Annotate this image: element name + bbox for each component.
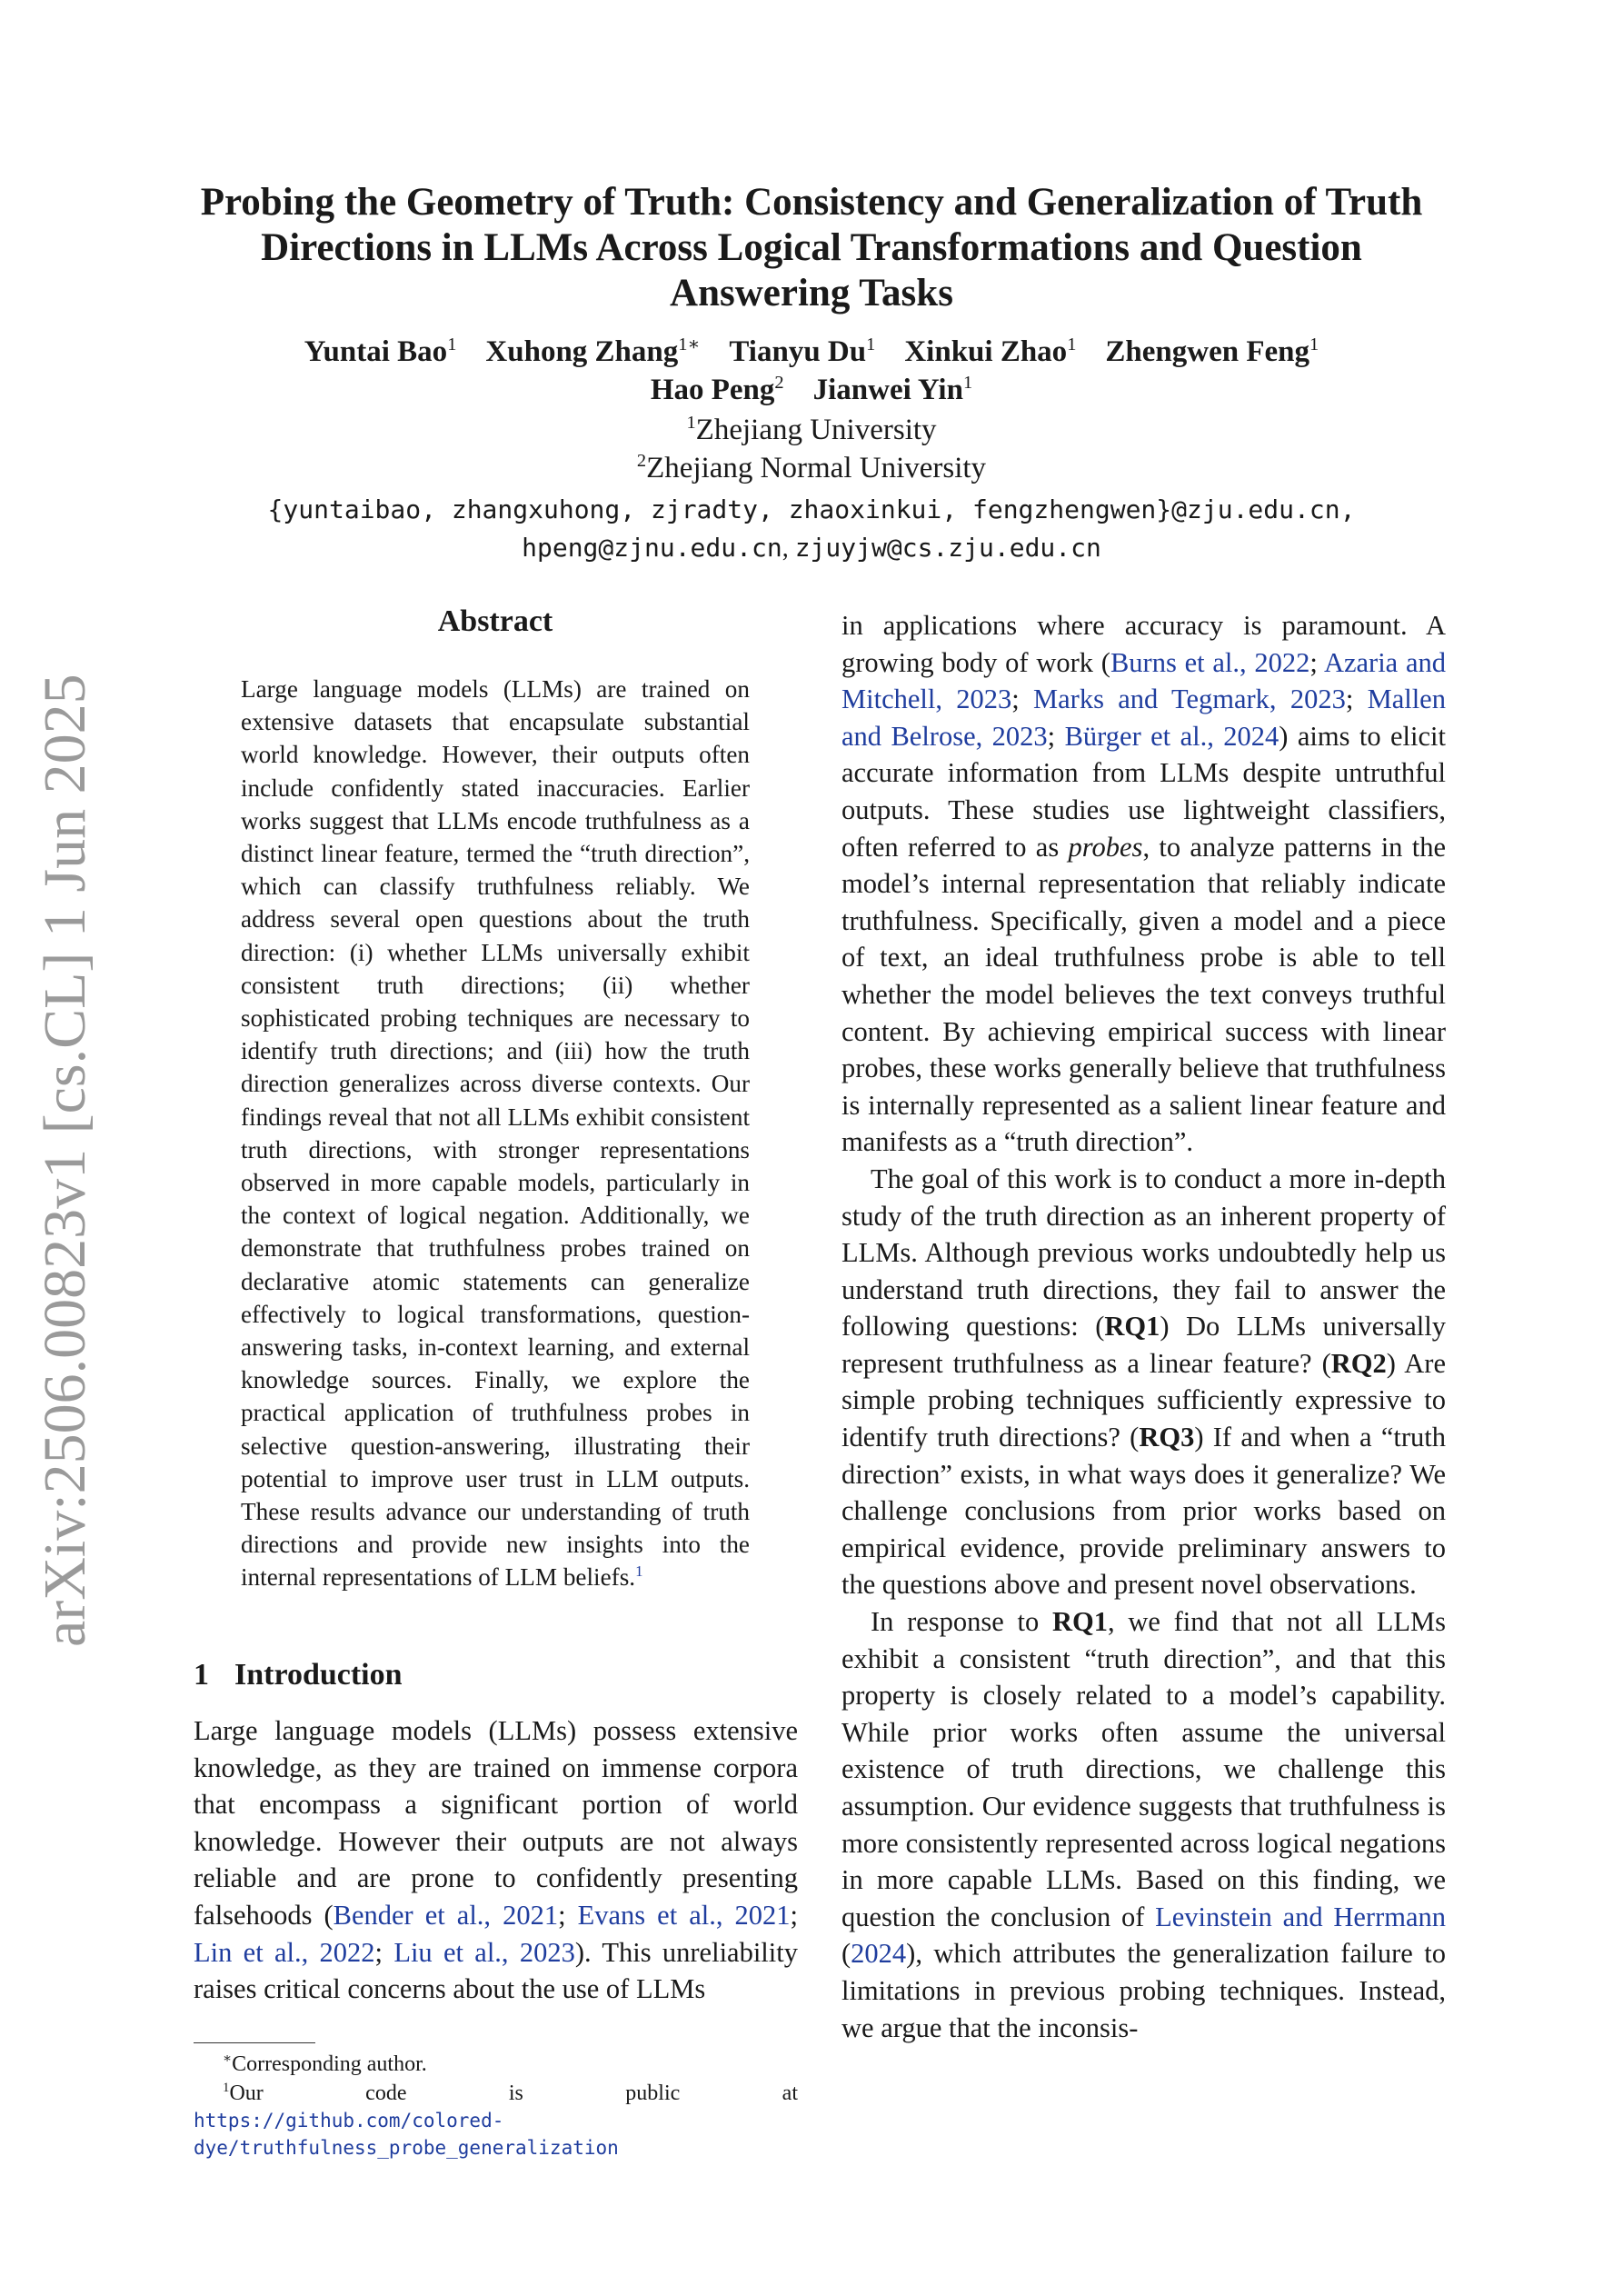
paper-title: Probing the Geometry of Truth: Consistency and Generalization of Truth Directions in LLMs Across Logical Transformations and Question Answering Tasks [200,181,1423,314]
right-column [841,607,1446,2046]
citation-link[interactable]: Liu et al., 2023 [393,1936,575,1968]
citation-link[interactable]: Bender et al., 2021 [333,1899,559,1931]
citation-link[interactable]: Bürger et al., 2024 [1064,720,1279,752]
footnote-corresponding: ∗Corresponding author. [223,2051,427,2076]
author: Hao Peng$^2$ [650,373,784,406]
affiliation: $^1$Zhejiang University [686,413,937,446]
intro-paragraph: Large language models (LLMs) possess extensive knowledge, as they are trained on immense corpora that encompass a significant portion of world knowledge. However their outputs are not always reliable and are prone to confidently presenting falsehoods (Bender et al., 2021; Evans et al., 2021; Lin et al., 2022; Liu et al., 2023). This unreliability raises critical concerns about the use of LLMs [194,1715,798,2005]
section-heading-introduction: 1 Introduction [194,1658,403,1692]
author: Xuhong Zhang$^{1∗}$ [485,334,701,368]
citation-link[interactable]: Levinstein and Herrmann [1155,1901,1446,1932]
citation-link[interactable]: Mallen and Belrose, 2023 [841,684,1446,752]
paragraph: The goal of this work is to conduct a more in-depth study of the truth direction as an inherent property of LLMs. Although previous works undoubtedly help us understand truth directions, they fail to answer the following questions: (RQ1) Do LLMs universally represent truthfulness as a linear feature? (RQ2) Are simple probing techniques sufficiently expressive to identify truth directions? (RQ3) If and when a “truth direction” exists, in what ways does it generalize? We challenge conclusions from prior works based on empirical evidence, provide preliminary answers to the questions above and present novel observations. [841,1163,1447,1601]
author: Tianyu Du$^1$ [729,334,876,368]
affiliations [182,411,1441,487]
citation-link[interactable]: Burns et al., 2022 [1110,646,1310,678]
paragraph: In response to RQ1, we find that not all LLMs exhibit a consistent “truth direction”, and that this property is closely related to a model’s capability. While prior works often assume the universal existence of truth directions, we challenge this assumption. Our evidence suggests that truthfulness is more consistently represented across logical negations in more capable LLMs. Based on this finding, we question the conclusion of Levinstein and Herrmann (2024), which attributes the generalization failure to limitations in previous probing techniques. Instead, we argue that the inconsis- [841,1606,1446,2043]
citation-link[interactable]: 2024 [851,1938,907,1970]
author: Zhengwen Feng$^1$ [1105,334,1319,368]
code-url-link[interactable]: https://github.com/colored-dye/truthfulness_probe_generalization [194,2110,619,2159]
citation-link[interactable]: Evans et al., 2021 [577,1899,791,1931]
author: Jianwei Yin$^1$ [812,373,973,406]
affiliation: $^2$Zhejiang Normal University [636,451,987,484]
abstract-body: Large language models (LLMs) are trained on extensive datasets that encapsulate substantial world knowledge. However, their outputs often include confidently stated inaccuracies. Earlier works suggest that LLMs encode truthfulness as a distinct linear feature, termed the “truth direction”, which can classify truthfulness reliably. We address several open questions about the truth direction: (i) whether LLMs universally exhibit consistent truth directions; (ii) whether sophisticated probing techniques are necessary to identify truth directions; and (iii) how the truth direction generalizes across diverse contexts. Our findings reveal that not all LLMs exhibit consistent truth directions, with stronger representations observed in more capable models, particularly in the context of logical negation. Additionally, we demonstrate that truthfulness probes trained on declarative atomic statements can generalize effectively to logical transformations, question-answering tasks, in-context learning, and external knowledge sources. Finally, we explore the practical application of truthfulness probes in selective question-answering, illustrating their potential to improve user trust in LLM outputs. These results advance our understanding of truth directions and provide new insights into the internal representations of LLM beliefs.$^1$ [241,675,750,1592]
author: Yuntai Bao$^1$ [304,334,457,368]
author: Xinkui Zhao$^1$ [904,334,1077,368]
footnote-code: $^1$Our code is public at https://github.com/colored-dye/truthfulness_probe_generalization [194,2081,798,2159]
author-list [182,333,1441,409]
paragraph: in applications where accuracy is paramount. A growing body of work (Burns et al., 2022; Azaria and Mitchell, 2023; Marks and Tegmark, 2023; Mallen and Belrose, 2023; Bürger et al., 2024) aims to elicit accurate information from LLMs despite untruthful outputs. These studies use lightweight classifiers, often referred to as probes, to analyze patterns in the model’s internal representation that reliably indicate truthfulness. Specifically, given a model and a piece of text, an ideal truthfulness probe is able to tell whether the model believes the text conveys truthful content. By achieving empirical success with linear probes, these works generally believe that truthfulness is internally represented as a salient linear feature and manifests as a “truth direction”. [841,610,1447,1158]
citation-link[interactable]: Azaria and Mitchell, 2023 [841,646,1447,715]
citation-link[interactable]: Marks and Tegmark, 2023 [1033,684,1346,715]
footnote-divider [194,2042,315,2043]
arxiv-stamp: arXiv:2506.00823v1 [cs.CL] 1 Jun 2025 [32,674,98,1647]
abstract-heading: Abstract [437,604,553,638]
citation-link[interactable]: Lin et al., 2022 [194,1936,375,1968]
author-emails: {yuntaibao, zhangxuhong, zjradty, zhaoxinkui, fengzhengwen}@zju.edu.cn, hpeng@zjnu.edu.cn, zjuyjw@cs.zju.edu.cn [267,494,1356,563]
footnote-ref[interactable]: 1 [635,1562,643,1581]
